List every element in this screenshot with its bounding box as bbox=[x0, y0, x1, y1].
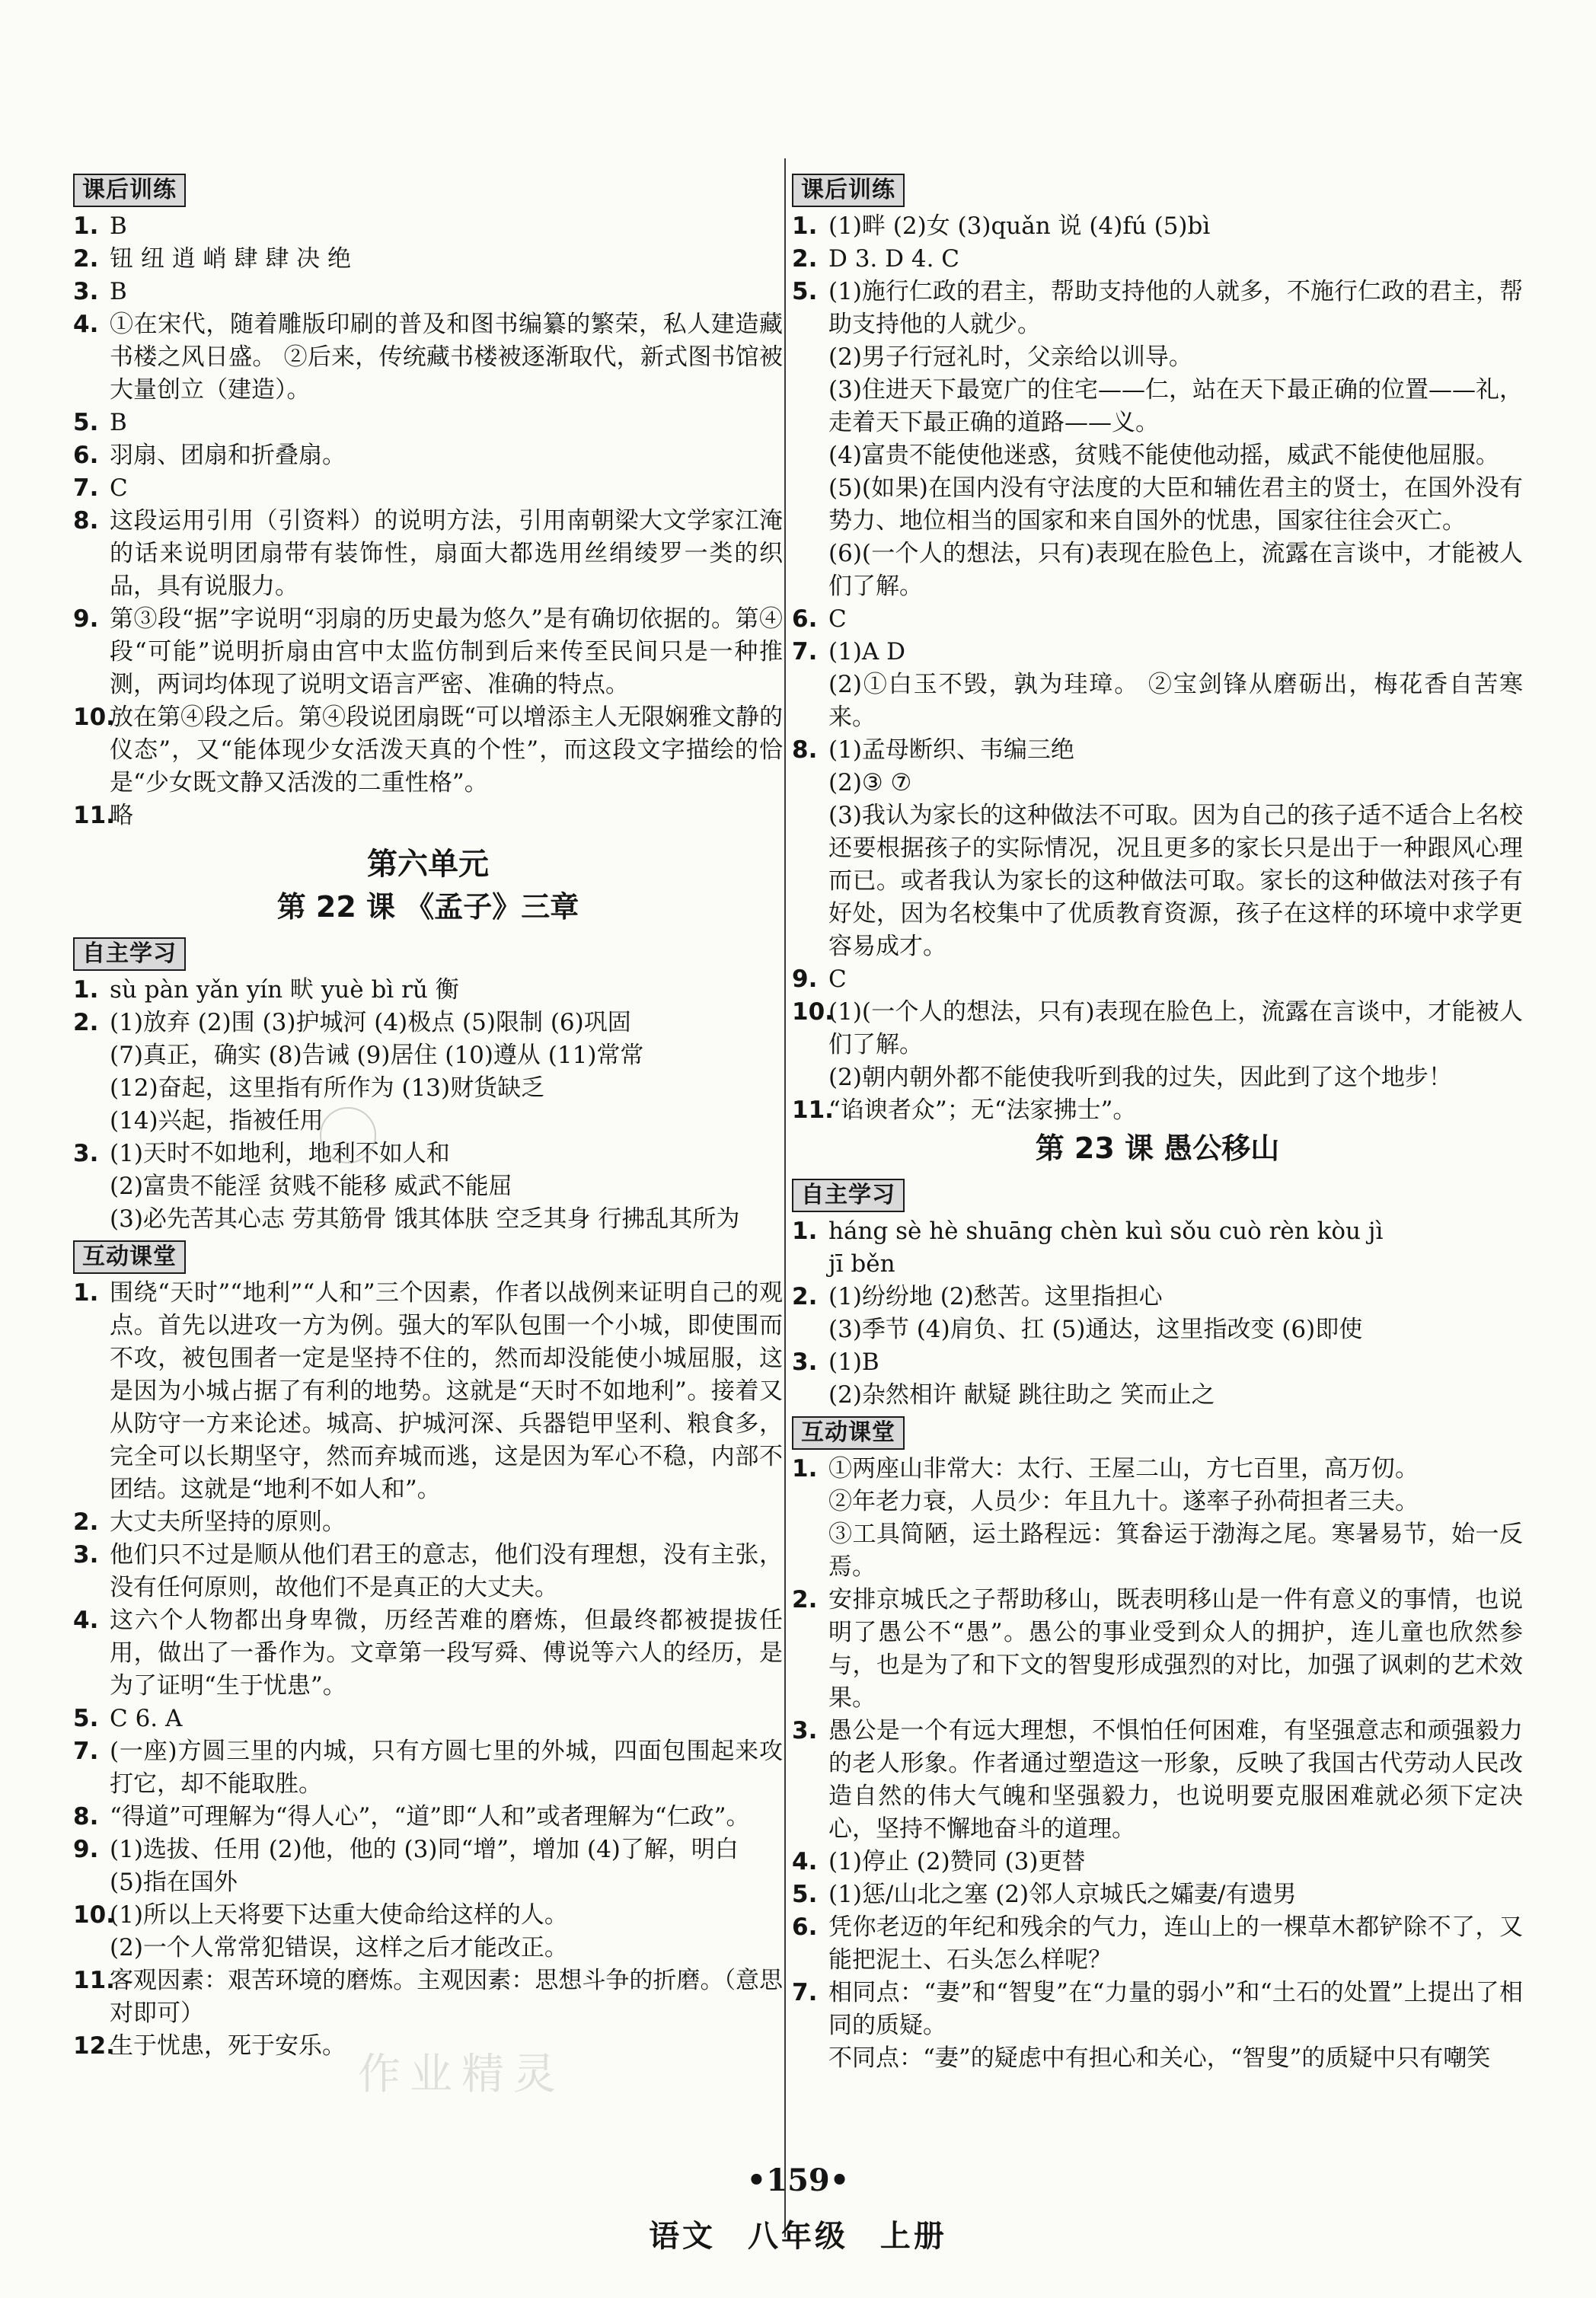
answer-item bbox=[73, 1138, 783, 1236]
answer-item bbox=[792, 636, 1523, 734]
answer-number: 6. bbox=[73, 442, 99, 469]
answer-item bbox=[792, 1911, 1523, 1977]
answer-line: 围绕“天时”“地利”“人和”三个因素，作者以战例来证明自己的观点。首先以进攻一方为例。强大的军队包围一个小城，即使围而不攻，被包围者一定是坚持不住的，然而却没能使小城屈服，这是因为小城占据了有利的地势。这就是“天时不如地利”。接着又从防守一方来论述。城高、护城河深、兵器铠甲坚利、粮食多，完全可以长期坚守，然而弃城而逃，这是因为军心不稳，内部不团结。这就是“地利不如人和”。 bbox=[110, 1279, 783, 1503]
answer-line: (1)A D bbox=[828, 638, 906, 665]
answer-line: (5)(如果)在国内没有守法度的大臣和辅佐君主的贤士，在国外没有势力、地位相当的国家和来自国外的忧患，国家往往会灭亡。 bbox=[828, 474, 1523, 535]
answer-number: 9. bbox=[73, 605, 99, 633]
answer-item bbox=[792, 1453, 1523, 1584]
answer-number: 4. bbox=[73, 311, 99, 338]
answer-item bbox=[792, 963, 1523, 996]
answer-line: 羽扇、团扇和折叠扇。 bbox=[110, 442, 346, 469]
page-number: •159• bbox=[746, 2162, 850, 2198]
answer-line: 安排京城氏之子帮助移山，既表明移山是一件有意义的事情，也说明了愚公不“愚”。愚公的事业受到众人的拥护，连儿童也欣然参与，也是为了和下文的智叟形成强烈的对比，加强了讽刺的艺术效果。 bbox=[828, 1586, 1523, 1712]
answer-line: (2)①白玉不毁，孰为珪璋。 ②宝剑锋从磨砺出，梅花香自苦寒来。 bbox=[828, 671, 1523, 731]
answer-line: (3)季节 (4)肩负、扛 (5)通达，这里指改变 (6)即使 bbox=[828, 1316, 1363, 1343]
answer-number: 1. bbox=[73, 976, 99, 1004]
answer-number: 1. bbox=[73, 1279, 99, 1307]
answer-line: B bbox=[110, 278, 127, 305]
lesson-title: 第 23 课 愚公移山 bbox=[1035, 1131, 1280, 1165]
answer-item bbox=[792, 1715, 1523, 1846]
answer-line: háng sè hè shuāng chèn kuì sǒu cuò rèn kòu jì bbox=[828, 1218, 1384, 1245]
lesson-title: 第 22 课 《孟子》三章 bbox=[276, 890, 579, 924]
answer-number: 1. bbox=[73, 212, 99, 240]
answer-line: 大丈夫所坚持的原则。 bbox=[110, 1508, 346, 1536]
answer-line: (3)住进天下最宽广的住宅——仁，站在天下最正确的位置——礼，走着天下最正确的道路——义。 bbox=[828, 376, 1523, 436]
answer-number: 8. bbox=[73, 507, 99, 535]
answer-line: 这段运用引用（引资料）的说明方法，引用南朝梁大文学家江淹的话来说明团扇带有装饰性，扇面大都选用丝绢绫罗一类的织品，具有说服力。 bbox=[110, 507, 783, 600]
answer-item bbox=[73, 1007, 783, 1138]
answer-item bbox=[73, 1506, 783, 1539]
answer-number: 8. bbox=[792, 736, 818, 764]
answer-line: 不同点：“妻”的疑虑中有担心和关心，“智叟”的质疑中只有嘲笑 bbox=[828, 2044, 1491, 2072]
answer-line: C bbox=[110, 474, 128, 502]
answer-line: (1)B bbox=[828, 1348, 879, 1376]
answer-line: 生于忧患，死于安乐。 bbox=[110, 2032, 346, 2060]
answer-number: 7. bbox=[73, 1738, 99, 1765]
answer-number: 1. bbox=[792, 1218, 818, 1245]
answer-number: 3. bbox=[73, 1140, 99, 1167]
section-header: 自主学习 bbox=[792, 1179, 905, 1212]
answer-line: (1)纷纷地 (2)愁苦。这里指担心 bbox=[828, 1283, 1163, 1310]
answer-item bbox=[73, 407, 783, 439]
answer-line: (1)放弃 (2)围 (3)护城河 (4)极点 (5)限制 (6)巩固 bbox=[110, 1009, 631, 1036]
answer-line: B bbox=[110, 409, 127, 436]
answer-item bbox=[792, 1977, 1523, 2075]
answer-number: 10. bbox=[73, 1901, 115, 1929]
answer-number: 4. bbox=[73, 1607, 99, 1634]
answer-item bbox=[73, 701, 783, 800]
answer-line: (1)所以上天将要下达重大使命给这样的人。 bbox=[110, 1901, 568, 1929]
answer-line: 钮 纽 逍 峭 肆 肆 决 绝 bbox=[110, 245, 351, 273]
answer-number: 5. bbox=[792, 278, 818, 305]
answer-item bbox=[792, 996, 1523, 1094]
answer-number: 3. bbox=[792, 1348, 818, 1376]
answer-number: 2. bbox=[73, 1009, 99, 1036]
answer-item bbox=[792, 210, 1523, 243]
watermark-text: 作业精灵 bbox=[358, 2050, 565, 2099]
right-column bbox=[792, 169, 1523, 2075]
answer-line: (6)(一个人的想法，只有)表现在脸色上，流露在言谈中，才能被人们了解。 bbox=[828, 540, 1523, 600]
answer-line: (7)真正，确实 (8)告诫 (9)居住 (10)遵从 (11)常常 bbox=[110, 1042, 644, 1069]
answer-line: 愚公是一个有远大理想，不惧怕任何困难，有坚强意志和顽强毅力的老人形象。作者通过塑造这一形象，反映了我国古代劳动人民改造自然的伟大气魄和坚强毅力，也说明要克服困难就必须下定决心，坚持不懈地奋斗的道理。 bbox=[828, 1717, 1523, 1843]
answer-item bbox=[73, 1801, 783, 1834]
answer-line: (1)畔 (2)女 (3)quǎn 说 (4)fú (5)bì bbox=[828, 212, 1211, 240]
answer-item bbox=[792, 1281, 1523, 1346]
answer-number: 10. bbox=[792, 998, 834, 1026]
answer-item bbox=[73, 210, 783, 243]
answer-number: 9. bbox=[792, 965, 818, 993]
answer-number: 9. bbox=[73, 1836, 99, 1863]
answer-line: C 6. A bbox=[110, 1705, 183, 1732]
answer-item bbox=[73, 1834, 783, 1899]
answer-number: 5. bbox=[73, 1705, 99, 1732]
answer-line: 这六个人物都出身卑微，历经苦难的磨炼，但最终都被提拔任用，做出了一番作为。文章第一段写舜、傅说等六人的经历，是为了证明“生于忧患”。 bbox=[110, 1607, 783, 1700]
answer-item bbox=[73, 439, 783, 472]
answer-number: 12. bbox=[73, 2032, 115, 2060]
answer-item bbox=[73, 1703, 783, 1735]
section-header: 互动课堂 bbox=[73, 1240, 186, 1274]
answer-line: (2)富贵不能淫 贫贱不能移 威武不能屈 bbox=[110, 1173, 512, 1200]
answer-line: C bbox=[828, 965, 847, 993]
answer-item bbox=[73, 800, 783, 832]
answer-item bbox=[73, 1964, 783, 2030]
answer-item bbox=[73, 308, 783, 407]
answer-item bbox=[73, 1277, 783, 1506]
answer-item bbox=[73, 603, 783, 701]
answer-line: (1)选拔、任用 (2)他，他的 (3)同“增”，增加 (4)了解，明白 bbox=[110, 1836, 739, 1863]
answer-line: (12)奋起，这里指有所作为 (13)财货缺乏 bbox=[110, 1074, 545, 1102]
answer-line: 凭你老迈的年纪和残余的气力，连山上的一棵草木都铲除不了，又能把泥土、石头怎么样呢？ bbox=[828, 1913, 1523, 1974]
answer-line: (1)孟母断织、韦编三绝 bbox=[828, 736, 1074, 764]
answer-number: 11. bbox=[792, 1096, 834, 1124]
answer-line: (一座)方圆三里的内城，只有方圆七里的外城，四面包围起来攻打它，却不能取胜。 bbox=[110, 1738, 783, 1798]
answer-item bbox=[73, 974, 783, 1007]
answer-line: 他们只不过是顺从他们君王的意志，他们没有理想，没有主张，没有任何原则，故他们不是真正的大丈夫。 bbox=[110, 1541, 783, 1601]
section-header: 课后训练 bbox=[792, 174, 905, 207]
answer-item bbox=[73, 1899, 783, 1964]
answer-line: (1)天时不如地利，地利不如人和 bbox=[110, 1140, 450, 1167]
footer-book-title: 语文 八年级 上册 bbox=[649, 2219, 947, 2254]
answer-line: (2)一个人常常犯错误，这样之后才能改正。 bbox=[110, 1934, 568, 1961]
answer-number: 2. bbox=[792, 245, 818, 273]
answer-line: “谄谀者众”；无“法家拂士”。 bbox=[828, 1096, 1137, 1124]
answer-number: 1. bbox=[792, 212, 818, 240]
answer-line: (3)我认为家长的这种做法不可取。因为自己的孩子适不适合上名校还要根据孩子的实际情况，况且更多的家长只是出于一种跟风心理而已。或者我认为家长的这种做法可取。家长的这种做法对孩子有好处，因为名校集中了优质教育资源，孩子在这样的环境中求学更容易成才。 bbox=[828, 802, 1523, 960]
answer-number: 2. bbox=[792, 1283, 818, 1310]
answer-item bbox=[73, 472, 783, 505]
answer-line: C bbox=[828, 605, 847, 633]
answer-line: (2)朝内朝外都不能使我听到我的过失，因此到了这个地步！ bbox=[828, 1064, 1452, 1091]
answer-number: 7. bbox=[792, 1979, 818, 2006]
answer-line: B bbox=[110, 212, 127, 240]
section-header: 课后训练 bbox=[73, 174, 186, 207]
answer-line: (1)惩/山北之塞 (2)邻人京城氏之孀妻/有遗男 bbox=[828, 1881, 1297, 1908]
answer-line: (1)施行仁政的君主，帮助支持他的人就多，不施行仁政的君主，帮助支持他的人就少。 bbox=[828, 278, 1523, 338]
answer-number: 10. bbox=[73, 704, 115, 731]
answer-number: 8. bbox=[73, 1803, 99, 1830]
answer-number: 2. bbox=[792, 1586, 818, 1613]
answer-line: ①两座山非常大：太行、王屋二山，方七百里，高万仞。 bbox=[828, 1455, 1419, 1483]
answer-number: 5. bbox=[73, 409, 99, 436]
answer-item bbox=[792, 276, 1523, 603]
answer-line: jī běn bbox=[828, 1250, 895, 1278]
answer-item bbox=[73, 1735, 783, 1801]
answer-number: 4. bbox=[792, 1848, 818, 1875]
answer-item bbox=[792, 1846, 1523, 1878]
section-header: 互动课堂 bbox=[792, 1416, 905, 1450]
answer-line: (4)富贵不能使他迷惑，贫贱不能使他动摇，威武不能使他屈服。 bbox=[828, 442, 1499, 469]
answer-number: 11. bbox=[73, 802, 115, 829]
answer-number: 3. bbox=[73, 1541, 99, 1569]
answer-item bbox=[792, 1584, 1523, 1715]
answer-line: (14)兴起，指被任用 bbox=[110, 1107, 324, 1135]
answer-number: 2. bbox=[73, 245, 99, 273]
answer-line: (2)杂然相许 献疑 跳往助之 笑而止之 bbox=[828, 1381, 1215, 1409]
answer-item bbox=[792, 734, 1523, 963]
answer-line: (1)停止 (2)赞同 (3)更替 bbox=[828, 1848, 1086, 1875]
answer-number: 11. bbox=[73, 1967, 115, 1994]
answer-line: (2)③ ⑦ bbox=[828, 769, 912, 796]
answer-number: 3. bbox=[792, 1717, 818, 1744]
answer-item bbox=[792, 1094, 1523, 1127]
answer-line: 相同点：“妻”和“智叟”在“力量的弱小”和“土石的处置”上提出了相同的质疑。 bbox=[828, 1979, 1523, 2039]
answer-line: “得道”可理解为“得人心”，“道”即“人和”或者理解为“仁政”。 bbox=[110, 1803, 750, 1830]
answer-number: 2. bbox=[73, 1508, 99, 1536]
answer-line: sù pàn yǎn yín 畎 yuè bì rǔ 衡 bbox=[110, 976, 459, 1004]
answer-number: 1. bbox=[792, 1455, 818, 1483]
answer-line: ②年老力衰，人员少：年且九十。遂率子孙荷担者三夫。 bbox=[828, 1488, 1419, 1515]
answer-item bbox=[792, 603, 1523, 636]
answer-line: 第③段“据”字说明“羽扇的历史最为悠久”是有确切依据的。第④段“可能”说明折扇由宫中太监仿制到后来传至民间只是一种推测，两词均体现了说明文语言严密、准确的特点。 bbox=[110, 605, 783, 698]
answer-number: 6. bbox=[792, 1913, 818, 1941]
answer-item bbox=[73, 1539, 783, 1604]
answer-line: 放在第④段之后。第④段说团扇既“可以增添主人无限娴雅文静的仪态”，又“能体现少女活泼天真的个性”，而这段文字描绘的恰是“少女既文静又活泼的二重性格”。 bbox=[110, 704, 783, 796]
answer-item bbox=[792, 1346, 1523, 1412]
answer-item bbox=[73, 1604, 783, 1703]
answer-item bbox=[73, 243, 783, 276]
column-divider bbox=[784, 158, 786, 2237]
answer-number: 5. bbox=[792, 1881, 818, 1908]
answer-line: (2)男子行冠礼时，父亲给以训导。 bbox=[828, 343, 1192, 371]
answer-number: 3. bbox=[73, 278, 99, 305]
watermark-stamp-icon bbox=[320, 1107, 376, 1163]
answer-item bbox=[792, 243, 1523, 276]
answer-line: ③工具简陋，运土路程远：箕畚运于渤海之尾。寒暑易节，始一反焉。 bbox=[828, 1521, 1523, 1581]
answer-number: 6. bbox=[792, 605, 818, 633]
answer-item bbox=[792, 1878, 1523, 1911]
answer-item bbox=[792, 1215, 1523, 1281]
unit-title: 第六单元 bbox=[367, 847, 489, 882]
answer-item bbox=[73, 505, 783, 603]
answer-line: 客观因素：艰苦环境的磨炼。主观因素：思想斗争的折磨。（意思对即可） bbox=[110, 1967, 783, 2027]
answer-line: (3)必先苦其心志 劳其筋骨 饿其体肤 空乏其身 行拂乱其所为 bbox=[110, 1205, 740, 1233]
answer-line: (5)指在国外 bbox=[110, 1869, 238, 1896]
left-column bbox=[73, 169, 783, 2063]
answer-line: 略 bbox=[110, 802, 133, 829]
answer-line: D 3. D 4. C bbox=[828, 245, 959, 273]
answer-line: (1)(一个人的想法，只有)表现在脸色上，流露在言谈中，才能被人们了解。 bbox=[828, 998, 1523, 1058]
section-header: 自主学习 bbox=[73, 937, 186, 971]
answer-number: 7. bbox=[73, 474, 99, 502]
answer-number: 7. bbox=[792, 638, 818, 665]
answer-item bbox=[73, 276, 783, 308]
answer-line: ①在宋代，随着雕版印刷的普及和图书编纂的繁荣，私人建造藏书楼之风日盛。 ②后来，传统藏书楼被逐渐取代，新式图书馆被大量创立（建造）。 bbox=[110, 311, 783, 404]
